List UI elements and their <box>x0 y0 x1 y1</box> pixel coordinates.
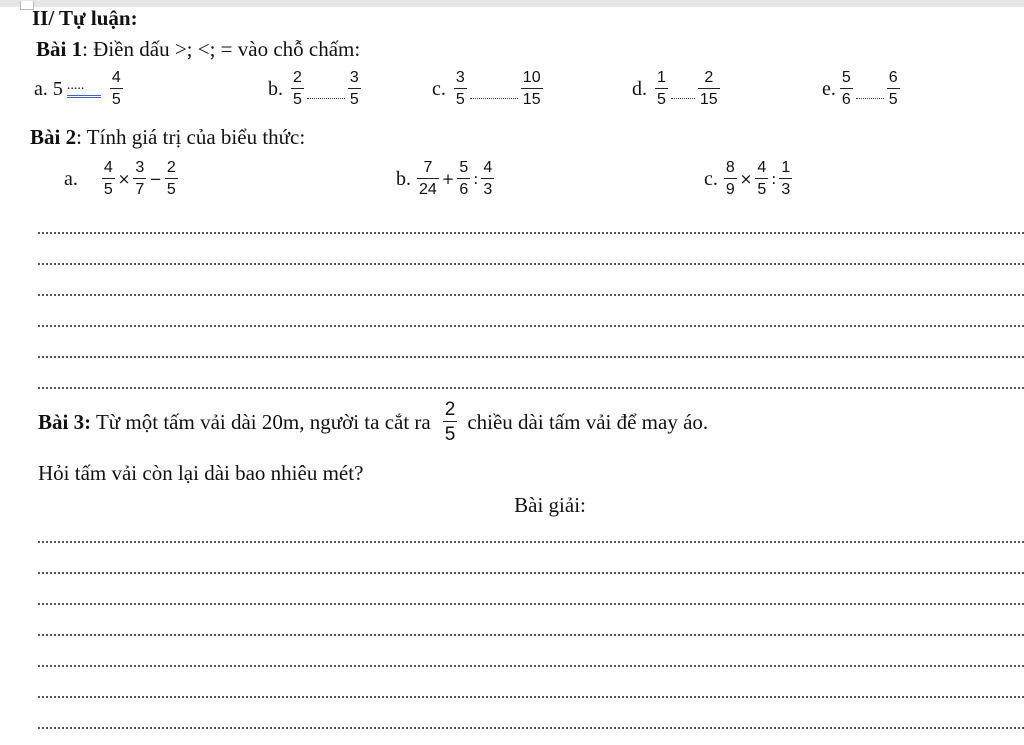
denominator: 15 <box>698 88 720 108</box>
fraction <box>102 160 115 198</box>
numerator: 4 <box>757 159 767 176</box>
writing-line[interactable] <box>38 603 1024 605</box>
numerator: 3 <box>455 69 465 86</box>
writing-line[interactable] <box>38 634 1024 636</box>
section-title: II/ Tự luận: <box>32 6 138 30</box>
bai3-text-after: chiều dài tấm vải để may áo. <box>467 409 709 434</box>
bai1-item-e <box>822 70 902 108</box>
fraction <box>887 70 900 108</box>
fraction <box>348 70 361 108</box>
denominator: 3 <box>481 178 494 198</box>
operator: : <box>473 170 479 188</box>
writing-line[interactable] <box>38 727 1024 729</box>
fraction <box>165 160 178 198</box>
fraction <box>840 70 853 108</box>
denominator: 5 <box>110 88 123 108</box>
numerator: 5 <box>459 159 469 176</box>
denominator: 5 <box>102 178 115 198</box>
fraction <box>521 70 543 108</box>
answer-blank[interactable] <box>307 80 345 99</box>
fraction <box>698 70 720 108</box>
fraction <box>133 160 146 198</box>
numerator: 2 <box>704 69 714 86</box>
bai3-label: Bài 3: <box>38 409 92 434</box>
bai2-item-b <box>396 160 496 198</box>
bai3-question: Hỏi tấm vải còn lại dài bao nhiêu mét? <box>38 461 364 485</box>
denominator: 15 <box>521 88 543 108</box>
item-label: a. 5 <box>34 77 63 100</box>
denominator: 6 <box>840 88 853 108</box>
fraction <box>454 70 467 108</box>
bai2-label: Bài 2 <box>30 125 77 149</box>
bai1-item-a <box>34 70 125 108</box>
fraction <box>481 160 494 198</box>
numerator: 8 <box>725 159 735 176</box>
bai2-item-a <box>64 160 180 198</box>
bai1-heading <box>36 37 360 62</box>
writing-line[interactable] <box>38 232 1024 234</box>
denominator: 9 <box>724 178 737 198</box>
fraction <box>655 70 668 108</box>
denominator: 7 <box>133 178 146 198</box>
writing-line[interactable] <box>38 325 1024 327</box>
fraction <box>443 400 458 444</box>
fraction <box>417 160 439 198</box>
numerator: 5 <box>841 69 851 86</box>
writing-line[interactable] <box>38 263 1024 265</box>
bai1-label: Bài 1 <box>36 37 83 61</box>
operator: − <box>149 170 162 188</box>
bai2-instruction: : Tính giá trị của biểu thức: <box>76 125 306 149</box>
fraction <box>724 160 737 198</box>
writing-line[interactable] <box>38 665 1024 667</box>
item-label: c. <box>704 167 718 190</box>
bai1-item-b <box>268 70 363 108</box>
numerator: 6 <box>888 69 898 86</box>
fraction <box>755 160 768 198</box>
fraction <box>457 160 470 198</box>
writing-line[interactable] <box>38 696 1024 698</box>
bai1-item-d <box>632 70 722 108</box>
numerator: 1 <box>657 69 666 86</box>
bai1-instruction: : Điền dấu >; <; = vào chỗ chấm: <box>82 37 361 61</box>
denominator: 5 <box>755 178 768 198</box>
numerator: 2 <box>293 69 302 86</box>
numerator: 4 <box>483 159 493 176</box>
writing-line[interactable] <box>38 572 1024 574</box>
bai3-problem <box>38 400 708 444</box>
denominator: 5 <box>443 421 458 444</box>
solution-title: Bài giải: <box>514 493 586 517</box>
answer-blank[interactable] <box>470 80 518 99</box>
operator: : <box>771 170 777 188</box>
item-label: c. <box>432 77 446 100</box>
operator: × <box>739 170 753 188</box>
answer-blank[interactable] <box>671 80 695 99</box>
answer-blank[interactable] <box>856 80 884 99</box>
numerator: 10 <box>522 69 541 86</box>
denominator: 3 <box>779 178 792 198</box>
denominator: 5 <box>165 178 178 198</box>
denominator: 24 <box>417 178 439 198</box>
denominator: 5 <box>454 88 467 108</box>
numerator: 7 <box>423 159 433 176</box>
bai1-item-c <box>432 70 545 108</box>
item-label: b. <box>396 167 411 190</box>
operator: + <box>441 170 455 188</box>
item-label: b. <box>268 77 283 100</box>
numerator: 3 <box>135 159 145 176</box>
item-label: a. <box>64 167 78 190</box>
item-label: d. <box>632 77 647 100</box>
denominator: 5 <box>291 88 304 108</box>
bai3-text-before: Từ một tấm vải dài 20m, người ta cắt ra <box>91 409 431 434</box>
numerator: 1 <box>781 159 791 176</box>
denominator: 5 <box>655 88 668 108</box>
fraction <box>110 70 123 108</box>
writing-line[interactable] <box>38 541 1024 543</box>
top-bar <box>0 0 1024 7</box>
answer-blank[interactable]: ..... <box>67 81 101 98</box>
numerator: 3 <box>349 69 359 86</box>
numerator: 4 <box>103 159 113 176</box>
writing-line[interactable] <box>38 387 1024 389</box>
item-label: e. <box>822 77 836 100</box>
denominator: 5 <box>348 88 361 108</box>
bai2-item-c <box>704 160 794 198</box>
writing-line[interactable] <box>38 294 1024 296</box>
operator: × <box>117 170 131 188</box>
numerator: 2 <box>166 159 176 176</box>
numerator: 2 <box>444 399 456 420</box>
fraction <box>779 160 792 198</box>
bai2-heading <box>30 125 305 150</box>
denominator: 5 <box>887 88 900 108</box>
fraction <box>291 70 304 108</box>
writing-line[interactable] <box>38 356 1024 358</box>
denominator: 6 <box>457 178 470 198</box>
numerator: 4 <box>111 69 121 86</box>
